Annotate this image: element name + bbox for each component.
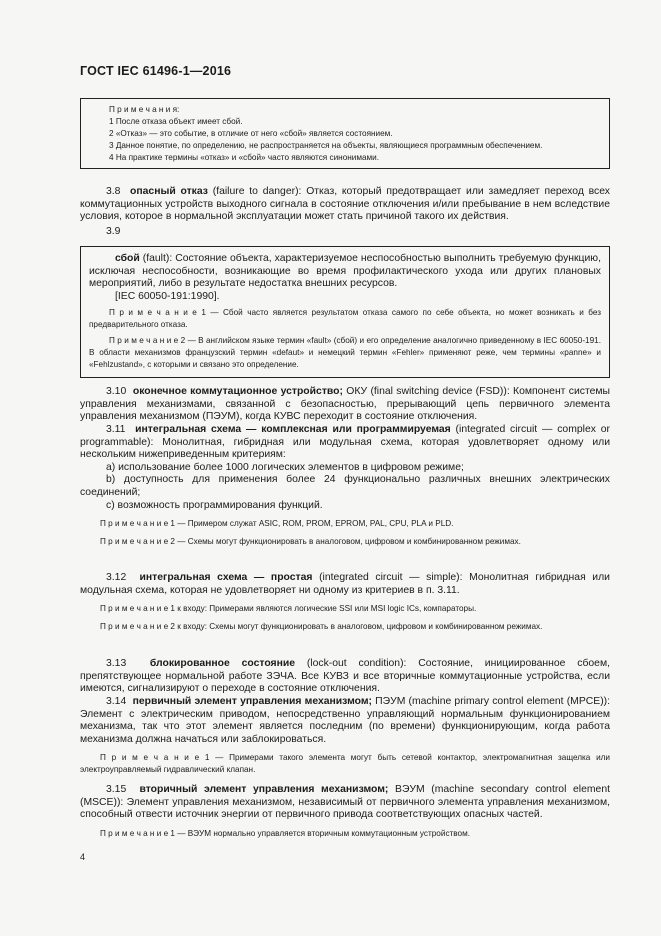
note-label: П р и м е ч а н и е 1 (100, 753, 210, 763)
page-number: 4 (80, 852, 86, 862)
def-text: ВЭУМ (machine secondary control element (MSCE)): Элемент управления механизмом, независимый от первичного элемента управления механизмом, способный отвести источник энергии от первичного привода соответствующих опасных частей. (80, 784, 610, 821)
notes-box (80, 98, 610, 169)
definition-3-12 (80, 572, 610, 633)
criteria-item: a) использование более 1000 логических элементов в цифровом режиме; (106, 461, 464, 473)
def-term: первичный элемент управления механизмом; (132, 696, 372, 707)
def-text: ОКУ (final switching device (FSD)): Компонент системы управления механизмами, связанной с безопасностью, прерывающий цепь первичного элемента управления механизмом (ПЭУМ), когда КУВС переходит в состояние отключения. (80, 386, 610, 423)
definition-3-14 (80, 696, 610, 776)
criteria-item: c) возможность программирования функций. (106, 499, 323, 511)
note-label: П р и м е ч а н и е 2 (100, 622, 175, 632)
criteria-item: b) доступность для применения более 24 функционально различных внешних электрических соединений; (80, 474, 610, 498)
def-term: интегральная схема — простая (139, 572, 313, 583)
note-label: П р и м е ч а н и е 2 (109, 336, 186, 346)
definition-3-15 (80, 784, 610, 840)
def-number: 3.14 (106, 696, 127, 707)
def-text: ПЭУМ (machine primary control element (MPCE)): Элемент с электрическим приводом, непосредственно управляющий нормальным функционированием механизма, так что этот элемент является последним (по времени) функционирующим, когда работа механизма должна начаться или заблокироваться. (80, 696, 610, 745)
definition-3-9-number (80, 226, 610, 239)
def-number: 3.13 (106, 658, 127, 669)
def-term: оконечное коммутационное устройство; (132, 386, 343, 397)
note-text: — Примером служат ASIC, ROM, PROM, EPROM, PAL, CPU, PLA и PLD. (174, 519, 454, 529)
def-text: (lock-out condition): Состояние, инициированное сбоем, препятствующее нормальной работе ЗЭЧА. Все КУВЗ и все вторичные коммутационные устройства, если имеются, сигнализируют о переходе в состояние отключения. (80, 658, 610, 695)
note-label: П р и м е ч а н и е 1 (100, 828, 175, 838)
def-number: 3.10 (106, 386, 127, 397)
note-text: — Сбой часто является результатом отказа самого по себе объекта, но может возникать и без предварительного отказа. (89, 308, 601, 330)
note-label: П р и м е ч а н и е 1 (109, 308, 206, 318)
def-number: 3.8 (106, 186, 121, 197)
document-header: ГОСТ IEC 61496-1—2016 (80, 64, 232, 78)
definition-3-13 (80, 658, 610, 696)
note-text: — ВЭУМ нормально управляется вторичным коммутационным устройством. (174, 828, 470, 838)
note-label: П р и м е ч а н и е 2 (100, 537, 175, 547)
def-text: (fault): Состояние объекта, характеризуемое неспособностью выполнить требуемую функцию, исключая неспособности, возникающие во время профилактического ухода или других плановых мероприятий, либо в результате недостатка внешних ресурсов. (89, 253, 601, 290)
def-reference: [IEC 60050-191:1990]. (115, 290, 220, 302)
fault-definition-box (80, 246, 610, 378)
definition-3-11 (80, 424, 610, 548)
def-number: 3.12 (106, 572, 127, 583)
def-term: сбой (115, 253, 140, 264)
notes-title: П р и м е ч а н и я: (109, 105, 180, 114)
note-item: 1 После отказа объект имеет сбой. (109, 117, 243, 126)
note-text: к входу: Примерами являются логические SSI или MSI logic ICs, компараторы. (174, 604, 477, 614)
note-label: П р и м е ч а н и е 1 (100, 519, 175, 529)
def-term: интегральная схема — комплексная или программируемая (135, 424, 451, 435)
note-text: — Схемы могут функционировать в аналоговом, цифровом и комбинированном режимах. (174, 537, 521, 547)
note-item: 3 Данное понятие, по определению, не распространяется на объекты, являющиеся программным обеспечением. (109, 141, 543, 150)
note-item: 4 На практике термины «отказ» и «сбой» часто являются синонимами. (109, 153, 380, 162)
def-text: (failure to danger): Отказ, который предотвращает или замедляет переход всех коммутационных устройств выходного сигнала в состояние отключения и/или пребывание в нем вследствие условия, которое в нормальной эксплуатации может стать причиной такого их действия. (80, 186, 610, 223)
note-text: к входу: Схемы могут функционировать в аналоговом, цифровом и комбинированном режимах. (174, 622, 543, 632)
def-term: опасный отказ (130, 186, 208, 197)
definition-3-8 (80, 186, 610, 224)
def-number: 3.15 (106, 784, 127, 795)
def-term: вторичный элемент управления механизмом; (139, 784, 389, 795)
note-text: — Примерами такого элемента могут быть сетевой контактор, электромагнитная защелка или электроуправляемый гидравлический клапан. (80, 753, 610, 775)
def-term: блокированное состояние (149, 658, 296, 669)
def-text: (integrated circuit — simple): Монолитная гибридная или модульная схема, которая не удовлетворяет ни одному из критериев в п. 3.11. (80, 572, 610, 596)
note-text: — В английском языке термин «fault» (сбой) и его определение аналогично приведенному в IEC 60050-191. В области механизмов французский термин «defaut» и немецкий термин «Fehler» применяют реже, чем термины «panne» и «Fehlzustand», с которыми и связано это определение. (89, 336, 601, 370)
definition-3-10 (80, 386, 610, 424)
def-number: 3.9 (106, 226, 121, 237)
def-text: (integrated circuit — complex or programmable): Монолитная, гибридная или модульная схема, которая удовлетворяет одному или нескольким нижеприведенным критериям: (80, 424, 610, 461)
def-number: 3.11 (106, 424, 126, 435)
note-label: П р и м е ч а н и е 1 (100, 604, 175, 614)
note-item: 2 «Отказ» — это событие, в отличие от него «сбой» является состоянием. (109, 129, 393, 138)
